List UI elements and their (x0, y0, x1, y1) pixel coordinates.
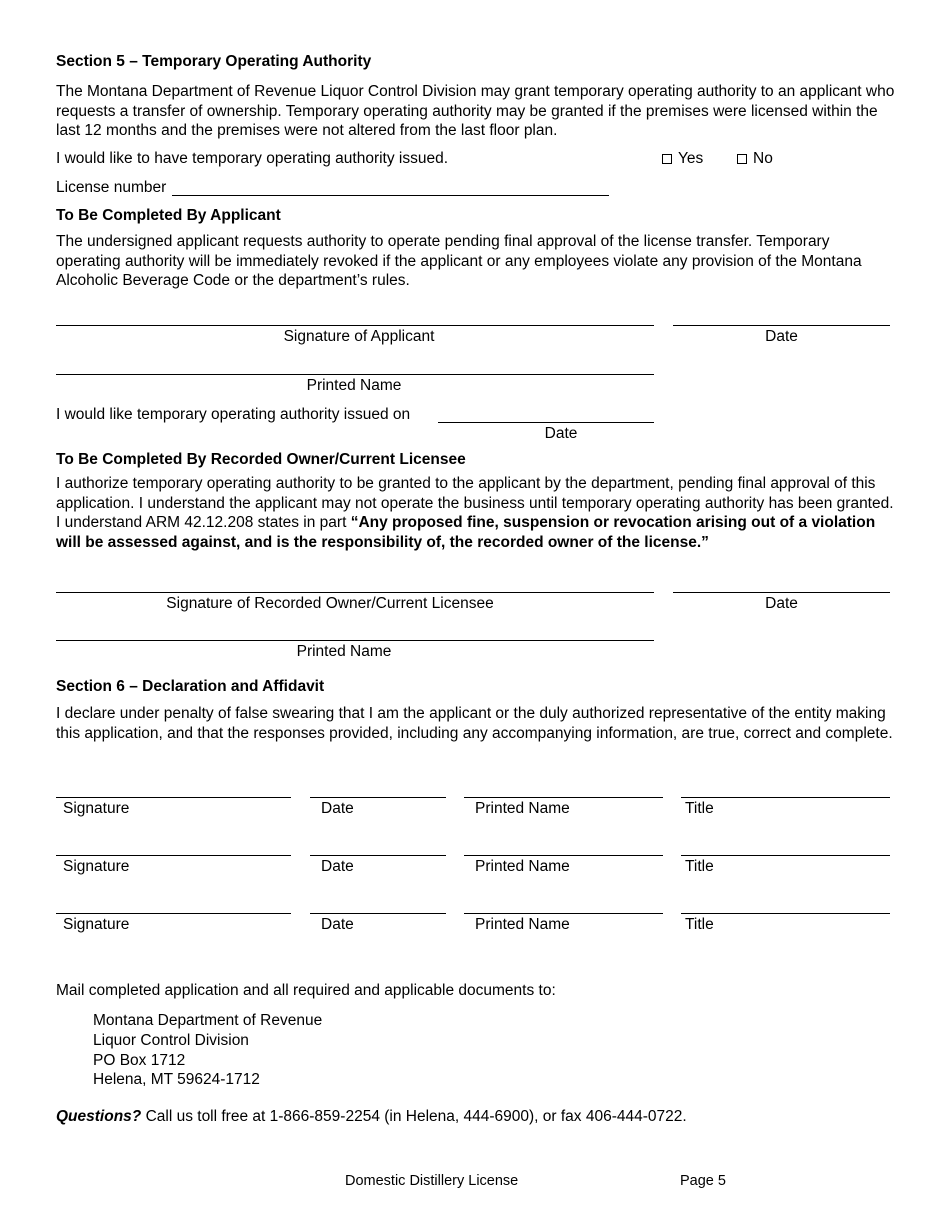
yes-label: Yes (678, 150, 704, 167)
declaration-printed-name-field[interactable] (464, 855, 663, 856)
declaration-printed-name-caption: Printed Name (475, 800, 570, 817)
owner-printed-name-field[interactable] (56, 640, 654, 641)
owner-date-caption: Date (765, 595, 798, 612)
section5-heading: Section 5 – Temporary Operating Authority (56, 53, 372, 70)
declaration-title-caption: Title (685, 916, 714, 933)
declaration-date-field[interactable] (310, 855, 446, 856)
license-number-field[interactable] (172, 195, 609, 196)
declaration-date-field[interactable] (310, 797, 446, 798)
declaration-signature-caption: Signature (63, 800, 130, 817)
no-checkbox[interactable] (737, 154, 747, 164)
owner-text-bold: “Any proposed fine, suspension or revocation arising out of a violation will be assessed against, and is the responsibility of, the recorded owner of the license.” (56, 514, 876, 551)
applicant-heading: To Be Completed By Applicant (56, 207, 281, 224)
owner-date-field[interactable] (673, 592, 890, 593)
declaration-date-caption: Date (321, 916, 354, 933)
owner-signature-caption: Signature of Recorded Owner/Current Licensee (166, 595, 494, 612)
section6-text: I declare under penalty of false swearing that I am the applicant or the duly authorized representative of the entity making this application, and that the responses provided, including any accompanying information, are true, correct and complete. (56, 705, 893, 742)
owner-text-regular: I authorize temporary operating authority to be granted to the applicant by the department, pending final approval of this application. I understand the applicant may not operate the business until temporary operating authority has been granted. I understand ARM 42.12.208 states in part (56, 475, 894, 531)
mailing-address (93, 1011, 322, 1090)
questions-line (56, 1108, 687, 1126)
declaration-printed-name-caption: Printed Name (475, 916, 570, 933)
footer-form-name: Domestic Distillery License (345, 1173, 519, 1189)
owner-printed-name-caption: Printed Name (296, 643, 392, 660)
declaration-signature-field[interactable] (56, 797, 291, 798)
mail-intro: Mail completed application and all required and applicable documents to: (56, 982, 556, 999)
applicant-printed-name-field[interactable] (56, 374, 654, 375)
applicant-text: The undersigned applicant requests authority to operate pending final approval of the license transfer. Temporary operating authority will be immediately revoked if the applicant or any employees violate any provision of the Montana Alcoholic Beverage Code or the department’s rules. (56, 233, 862, 289)
declaration-title-caption: Title (685, 858, 714, 875)
applicant-signature-field[interactable] (56, 325, 654, 326)
no-label: No (753, 150, 773, 167)
questions-text: Call us toll free at 1-866-859-2254 (in Helena, 444-6900), or fax 406-444-0722. (141, 1108, 687, 1125)
declaration-date-caption: Date (321, 858, 354, 875)
section6-heading: Section 6 – Declaration and Affidavit (56, 678, 325, 695)
declaration-title-field[interactable] (681, 855, 890, 856)
declaration-date-field[interactable] (310, 913, 446, 914)
owner-heading: To Be Completed By Recorded Owner/Current Licensee (56, 451, 466, 468)
declaration-title-caption: Title (685, 800, 714, 817)
declaration-title-field[interactable] (681, 913, 890, 914)
address-line: PO Box 1712 (93, 1051, 186, 1069)
license-number-label: License number (56, 179, 167, 196)
issued-on-label: I would like temporary operating authority issued on (56, 406, 411, 423)
declaration-printed-name-field[interactable] (464, 913, 663, 914)
section5-intro: The Montana Department of Revenue Liquor Control Division may grant temporary operating authority to an applicant who requests a transfer of ownership. Temporary operating authority may be granted if the premises were licensed within the last 12 months and the premises were not altered from the last floor plan. (56, 83, 895, 139)
applicant-date-caption: Date (765, 328, 798, 345)
yes-option[interactable] (662, 150, 703, 168)
footer-page-number: Page 5 (680, 1173, 726, 1189)
declaration-printed-name-field[interactable] (464, 797, 663, 798)
applicant-signature-caption: Signature of Applicant (283, 328, 435, 345)
address-line: Helena, MT 59624-1712 (93, 1071, 260, 1089)
issued-on-date-field[interactable] (438, 422, 654, 423)
address-line: Montana Department of Revenue (93, 1012, 323, 1029)
declaration-date-caption: Date (321, 800, 354, 817)
applicant-date-field[interactable] (673, 325, 890, 326)
declaration-signature-caption: Signature (63, 858, 130, 875)
temp-authority-request-label: I would like to have temporary operating authority issued. (56, 150, 449, 167)
declaration-signature-caption: Signature (63, 916, 130, 933)
declaration-title-field[interactable] (681, 797, 890, 798)
questions-label: Questions? (56, 1108, 142, 1125)
yes-checkbox[interactable] (662, 154, 672, 164)
declaration-signature-field[interactable] (56, 913, 291, 914)
applicant-printed-name-caption: Printed Name (306, 377, 402, 394)
issued-on-date-caption: Date (544, 425, 578, 442)
no-option[interactable] (737, 150, 773, 168)
declaration-signature-field[interactable] (56, 855, 291, 856)
address-line: Liquor Control Division (93, 1031, 249, 1049)
declaration-printed-name-caption: Printed Name (475, 858, 570, 875)
owner-text (56, 474, 896, 552)
owner-signature-field[interactable] (56, 592, 654, 593)
